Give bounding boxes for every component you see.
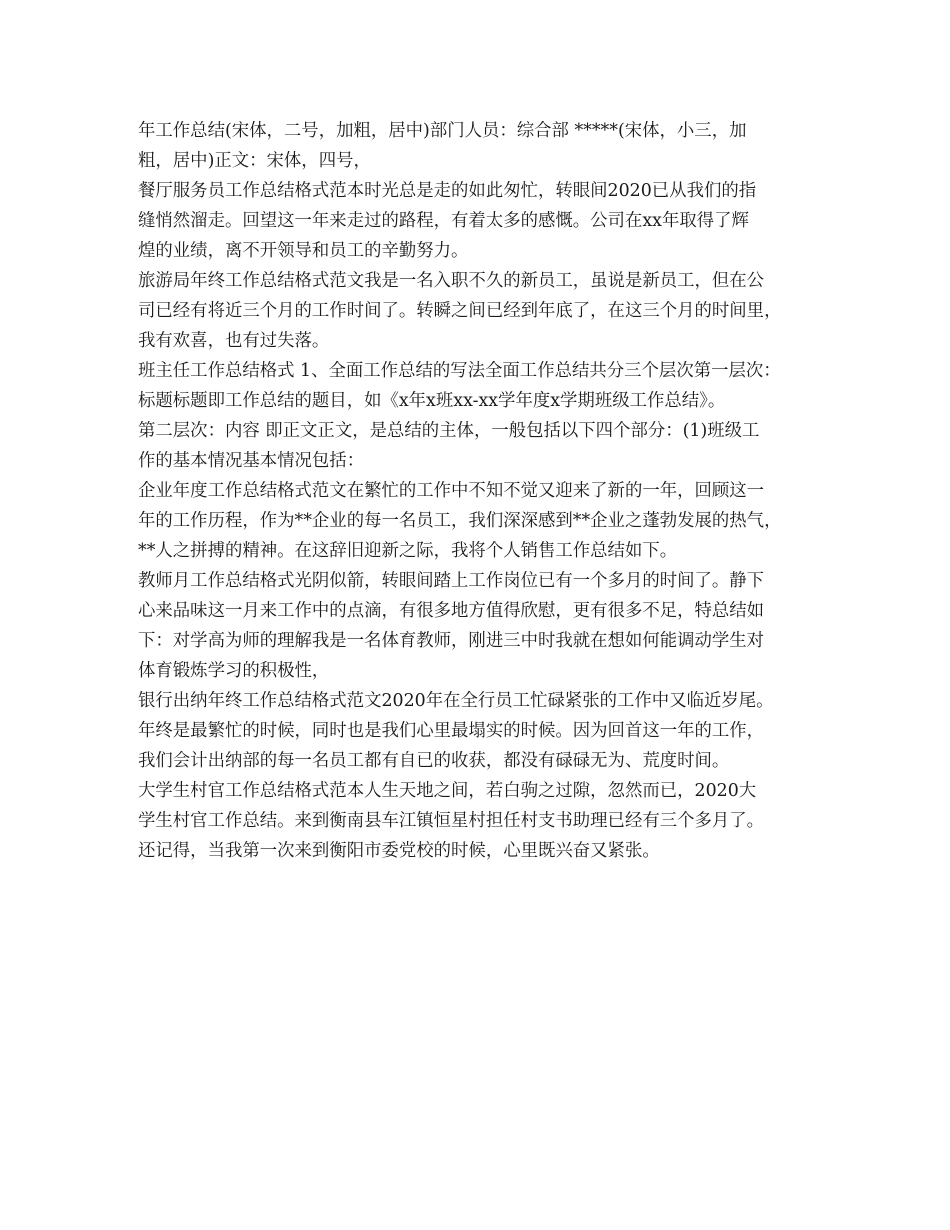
text-line: 煌的业绩，离不开领导和员工的辛勤努力。	[138, 241, 469, 261]
paragraph-bank-teller-summary	[138, 686, 818, 776]
paragraph-village-official-summary	[138, 776, 818, 866]
text-line: 体育锻炼学习的积极性，	[138, 661, 330, 681]
text-line: 教师月工作总结格式光阴似箭，转眼间踏上工作岗位已有一个多月的时间了。静下	[138, 571, 765, 591]
text-line: 大学生村官工作总结格式范本人生天地之间，若白驹之过隙，忽然而已，2020大	[138, 781, 757, 801]
text-line: 我有欢喜，也有过失落。	[138, 331, 330, 351]
text-line: 我们会计出纳部的每一名员工都有自已的收获，都没有碌碌无为、荒度时间。	[138, 751, 730, 771]
text-line: 下：对学高为师的理解我是一名体育教师，刚进三中时我就在想如何能调动学生对	[138, 631, 765, 651]
paragraph-teacher-summary	[138, 566, 818, 686]
paragraph-head-teacher-summary	[138, 356, 818, 476]
text-line: 司已经有将近三个月的工作时间了。转瞬之间已经到年底了，在这三个月的时间里，	[138, 301, 782, 321]
paragraph-restaurant-summary	[138, 176, 818, 266]
text-line: 心来品味这一月来工作中的点滴，有很多地方值得欣慰，更有很多不足，特总结如	[138, 601, 765, 621]
text-line: 年的工作历程，作为**企业的每一名员工，我们深深感到**企业之蓬勃发展的热气，	[138, 511, 782, 531]
text-line: 标题标题即工作总结的题目，如《x年x班xx-xx学年度x学期班级工作总结》。	[138, 391, 726, 411]
paragraph-enterprise-summary	[138, 476, 818, 566]
text-line: 学生村官工作总结。来到衡南县车江镇恒星村担任村支书助理已经有三个多月了。	[138, 811, 765, 831]
text-line: 银行出纳年终工作总结格式范文2020年在全行员工忙碌紧张的工作中又临近岁尾。	[138, 691, 774, 711]
text-line: 还记得，当我第一次来到衡阳市委党校的时候，心里既兴奋又紧张。	[138, 841, 660, 861]
text-line: 年终是最繁忙的时候，同时也是我们心里最塌实的时候。因为回首这一年的工作，	[138, 721, 765, 741]
paragraph-format-spec	[138, 116, 818, 176]
document-body	[138, 116, 818, 866]
text-line: 作的基本情况基本情况包括：	[138, 451, 365, 471]
text-line: 年工作总结(宋体，二号，加粗，居中)部门人员：综合部 *****(宋体，小三，加	[138, 121, 747, 141]
text-line: 缝悄然溜走。回望这一年来走过的路程，有着太多的感慨。公司在xx年取得了辉	[138, 211, 749, 231]
text-line: **人之拼搏的精神。在这辞旧迎新之际，我将个人销售工作总结如下。	[138, 541, 678, 561]
text-line: 旅游局年终工作总结格式范文我是一名入职不久的新员工，虽说是新员工，但在公	[138, 271, 765, 291]
text-line: 企业年度工作总结格式范文在繁忙的工作中不知不觉又迎来了新的一年，回顾这一	[138, 481, 765, 501]
paragraph-tourism-summary	[138, 266, 818, 356]
text-line: 第二层次：内容 即正文正文，是总结的主体，一般包括以下四个部分：(1)班级工	[138, 421, 760, 441]
text-line: 粗，居中)正文：宋体，四号，	[138, 151, 371, 171]
text-line: 餐厅服务员工作总结格式范本时光总是走的如此匆忙，转眼间2020已从我们的指	[138, 181, 757, 201]
text-line: 班主任工作总结格式 1、全面工作总结的写法全面工作总结共分三个层次第一层次：	[138, 361, 781, 381]
